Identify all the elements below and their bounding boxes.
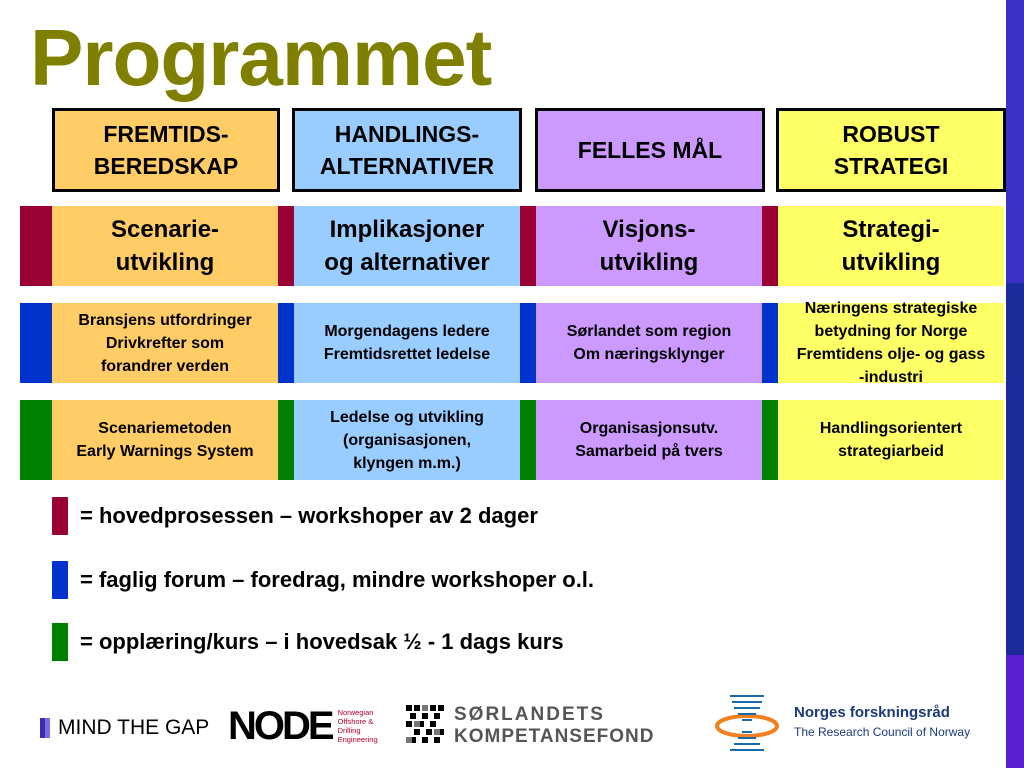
legend-text: = faglig forum – foredrag, mindre workshoper o.l. [80, 567, 595, 592]
row-stripe [20, 303, 52, 383]
header-fremtidsberedskap: FREMTIDS- BEREDSKAP [52, 108, 280, 192]
legend-swatch [52, 497, 68, 535]
sorlandets-kompetansefond-logo: SØRLANDETS KOMPETANSEFOND [406, 704, 654, 748]
node-logo: NODE Norwegian Offshore & Drilling Engineering [228, 704, 378, 748]
cell-visjonsutvikling: Visjons- utvikling [536, 206, 762, 286]
legend-opplaering [52, 623, 564, 661]
cell-handlingsorientert: Handlingsorientert strategiarbeid [778, 400, 1004, 480]
legend-text: = hovedprosessen – workshoper av 2 dager [80, 503, 538, 528]
cell-implikasjoner: Implikasjoner og alternativer [294, 206, 520, 286]
row-hovedprosess [20, 206, 1004, 286]
cell-scenariemetoden: Scenariemetoden Early Warnings System [52, 400, 278, 480]
row-stripe [20, 400, 52, 480]
row-faglig-forum [20, 300, 1004, 386]
sorlandets-mosaic-icon [406, 705, 446, 747]
cell-scenarieutvikling: Scenarie- utvikling [52, 206, 278, 286]
legend-swatch [52, 623, 68, 661]
row-stripe [762, 206, 778, 286]
row-stripe [278, 400, 294, 480]
right-edge-bar-bottom [1006, 655, 1024, 768]
cell-strategiutvikling: Strategi- utvikling [778, 206, 1004, 286]
norges-forskningsrad-logo: Norges forskningsråd The Research Council of Norway [712, 692, 970, 752]
mind-the-gap-mark-icon [40, 718, 50, 738]
right-edge-bar-middle [1006, 283, 1024, 655]
row-opplaering [20, 400, 1004, 480]
forskningsrad-emblem-icon [712, 692, 782, 752]
row-stripe [520, 206, 536, 286]
row-stripe [762, 303, 778, 383]
logo-strip [0, 690, 1000, 760]
cell-ledelse-utvikling: Ledelse og utvikling (organisasjonen, klyngen m.m.) [294, 400, 520, 480]
cell-sorlandet-region: Sørlandet som region Om næringsklynger [536, 303, 762, 383]
row-stripe [762, 400, 778, 480]
row-stripe [520, 400, 536, 480]
legend-swatch [52, 561, 68, 599]
cell-morgendagens-ledere: Morgendagens ledere Fremtidsrettet ledelse [294, 303, 520, 383]
row-stripe [520, 303, 536, 383]
page-title: Programmet [30, 13, 492, 102]
right-edge-bar-top [1006, 0, 1024, 283]
legend-text: = opplæring/kurs – i hovedsak ½ - 1 dags kurs [80, 629, 564, 654]
header-handlingsalternativer: HANDLINGS- ALTERNATIVER [292, 108, 522, 192]
cell-bransjens-utfordringer: Bransjens utfordringer Drivkrefter som forandrer verden [52, 303, 278, 383]
header-robust-strategi: ROBUST STRATEGI [776, 108, 1006, 192]
row-stripe [278, 303, 294, 383]
legend-faglig-forum [52, 561, 594, 599]
header-felles-mal: FELLES MÅL [535, 108, 765, 192]
row-stripe [278, 206, 294, 286]
mind-the-gap-logo: MIND THE GAP [40, 716, 209, 740]
cell-naeringens-betydning: Næringens strategiske betydning for Norge Fremtidens olje- og gass -industri [778, 303, 1004, 383]
legend-hovedprosess [52, 497, 538, 535]
cell-organisasjonsutv: Organisasjonsutv. Samarbeid på tvers [536, 400, 762, 480]
row-stripe [20, 206, 52, 286]
